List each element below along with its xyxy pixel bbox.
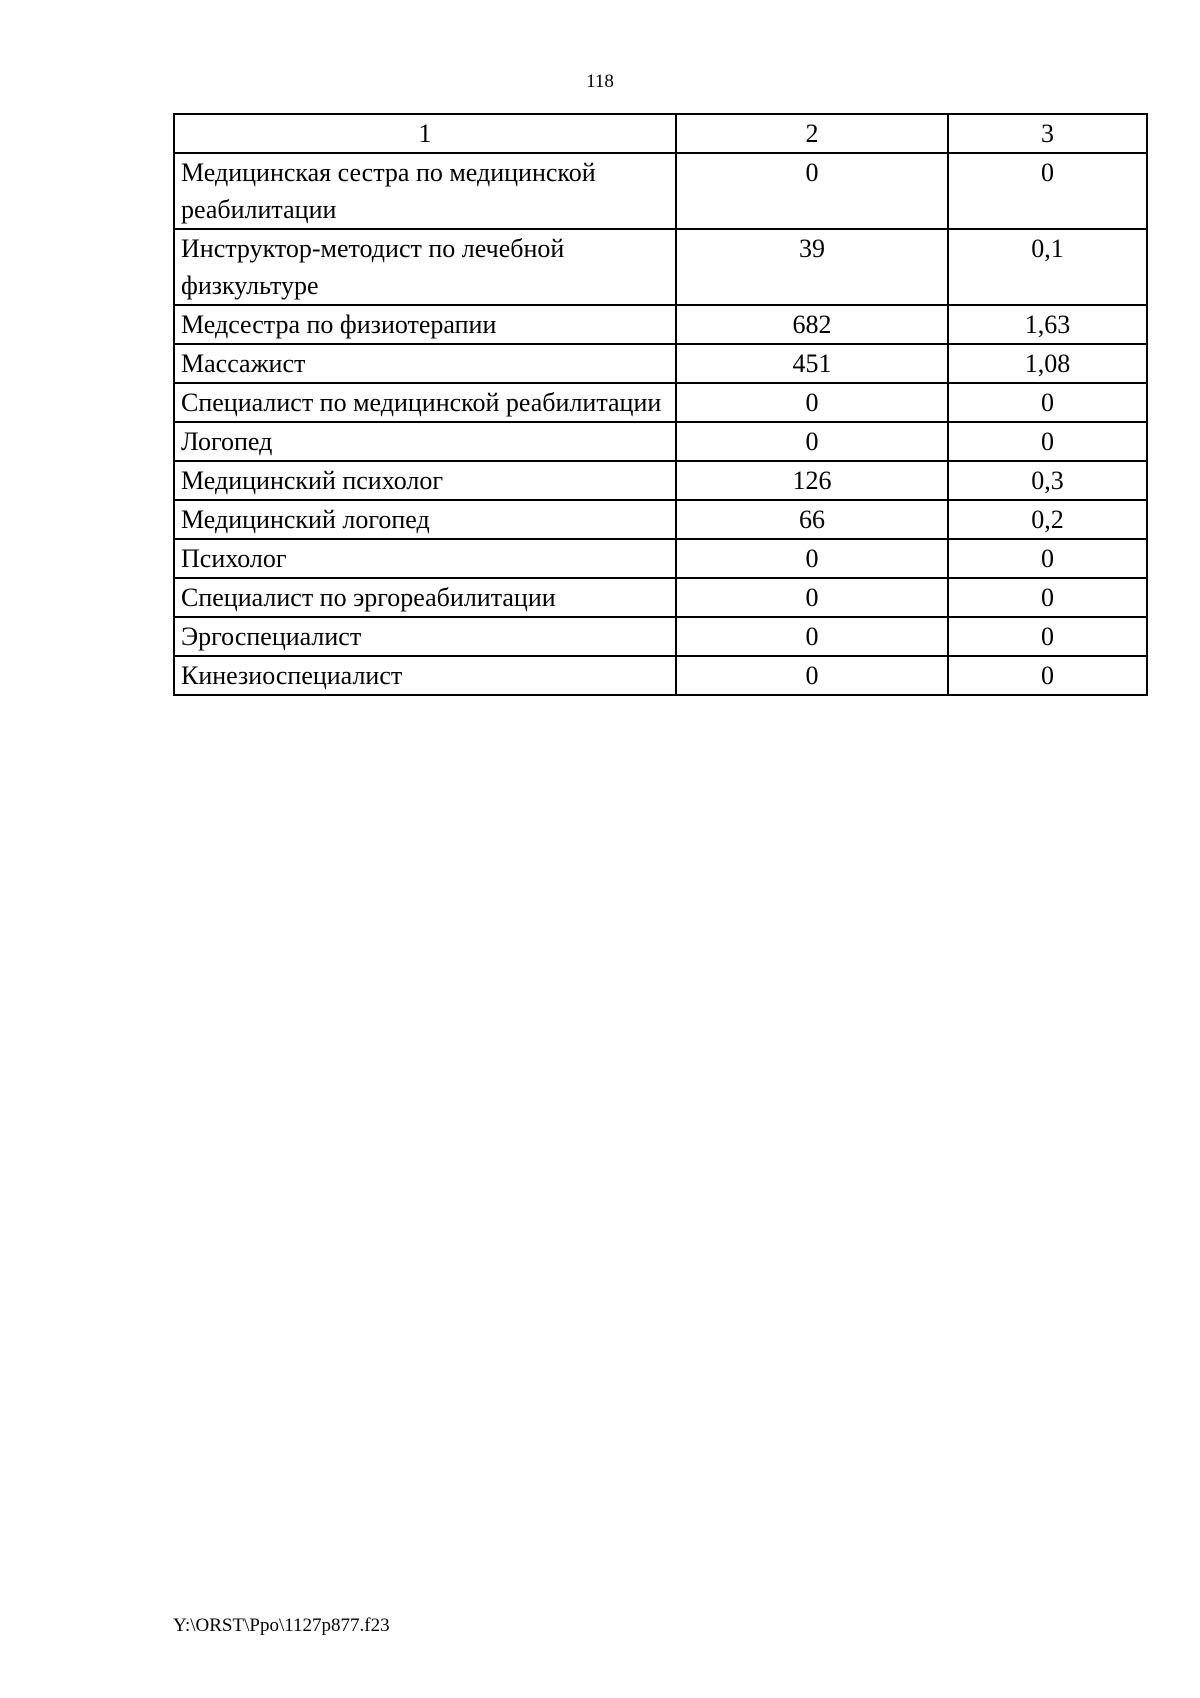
value-col2: 0	[676, 422, 948, 461]
position-name: Инструктор-методист по лечебной физкультуре	[174, 229, 676, 305]
position-name: Специалист по эргореабилитации	[174, 578, 676, 617]
value-col2: 39	[676, 229, 948, 305]
value-col3: 0,1	[948, 229, 1147, 305]
value-col2: 0	[676, 539, 948, 578]
table-row	[174, 153, 1147, 229]
position-name: Специалист по медицинской реабилитации	[174, 383, 676, 422]
value-col3: 1,08	[948, 344, 1147, 383]
table-row	[174, 617, 1147, 656]
value-col3: 0,2	[948, 500, 1147, 539]
value-col3: 1,63	[948, 305, 1147, 344]
value-col2: 0	[676, 383, 948, 422]
value-col2: 682	[676, 305, 948, 344]
value-col3: 0	[948, 617, 1147, 656]
value-col3: 0	[948, 422, 1147, 461]
value-col2: 451	[676, 344, 948, 383]
position-name: Кинезиоспециалист	[174, 656, 676, 695]
table-row	[174, 422, 1147, 461]
value-col2: 0	[676, 656, 948, 695]
footer-file-path: Y:\ORST\Ppo\1127p877.f23	[173, 1615, 390, 1636]
value-col2: 0	[676, 578, 948, 617]
position-name: Массажист	[174, 344, 676, 383]
position-name: Медицинский психолог	[174, 461, 676, 500]
position-name: Логопед	[174, 422, 676, 461]
value-col2: 126	[676, 461, 948, 500]
position-name: Психолог	[174, 539, 676, 578]
table-row	[174, 229, 1147, 305]
value-col3: 0,3	[948, 461, 1147, 500]
page-number: 118	[586, 71, 614, 92]
staff-table	[173, 113, 1148, 696]
value-col3: 0	[948, 539, 1147, 578]
value-col3: 0	[948, 656, 1147, 695]
table-row	[174, 344, 1147, 383]
table-row	[174, 578, 1147, 617]
table-header-row	[174, 114, 1147, 153]
table-row	[174, 656, 1147, 695]
table-row	[174, 383, 1147, 422]
position-name: Медицинский логопед	[174, 500, 676, 539]
value-col3: 0	[948, 153, 1147, 229]
value-col3: 0	[948, 383, 1147, 422]
value-col2: 0	[676, 617, 948, 656]
table-row	[174, 539, 1147, 578]
value-col3: 0	[948, 578, 1147, 617]
position-name: Медицинская сестра по медицинской реабилитации	[174, 153, 676, 229]
value-col2: 0	[676, 153, 948, 229]
table-row	[174, 305, 1147, 344]
position-name: Эргоспециалист	[174, 617, 676, 656]
column-header-2: 2	[676, 114, 948, 153]
table-row	[174, 500, 1147, 539]
column-header-1: 1	[174, 114, 676, 153]
table-row	[174, 461, 1147, 500]
position-name: Медсестра по физиотерапии	[174, 305, 676, 344]
value-col2: 66	[676, 500, 948, 539]
column-header-3: 3	[948, 114, 1147, 153]
